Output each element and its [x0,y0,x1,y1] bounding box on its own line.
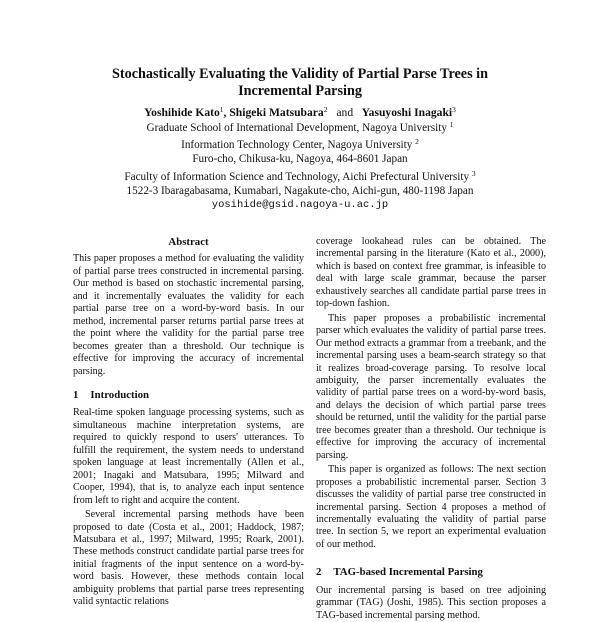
affiliation-line [40,152,560,166]
abstract-text: This paper proposes a method for evaluating the validity of partial parse trees constructed in incremental parsing. Our method is based on stochastic incremental parsing, and it incrementally evaluates the validity for each partial parse tree on a word-by-word basis. In our method, incremental parser returns partial parse trees at the point where the validity for the partial parse tree becomes greater than a threshold. Our technique is effective for improving the accuracy of incremental parsing. [73,253,304,377]
section-number: 1 [73,388,79,401]
author-affil-mark: 1 [219,105,224,114]
author-name: Yoshihide Kato [144,106,220,119]
body-paragraph: This paper is organized as follows: The next section proposes a probabilistic incremental parser. Section 3 discusses the validity of partial parse tree constructed in incremental parsing. Section 4 proposes a method of incrementally evaluating the validity of partial parse tree. In section 5, we report an experimental evaluation of our method. [316,464,546,550]
author-list: Yoshihide Kato$^1$, Shigeki Matsubara$^2$ and Yasuyoshi Inagaki$^3$ [144,105,456,119]
title-line-1: Stochastically Evaluating the Validity of Partial Parse Trees in [112,66,488,82]
affiliation-mark: 3 [471,168,476,178]
body-paragraph: This paper proposes a probabilistic incremental parser which evaluates the validity of partial parse trees. Our method extracts a grammar from a treebank, and the incremental parsing uses a beam-search strategy so that it realizes broad-coverage parsing. To resolve local ambiguity, the parser incrementally evaluates the validity of partial parse trees on a word-by-word basis, and delays the decision of which partial parse trees should be returned, until the validity for the partial parse tree becomes greater than a threshold. Our technique is effective for improving the accuracy of incremental parsing. [316,312,546,461]
affiliation-text: Information Technology Center, Nagoya University [181,139,413,152]
section-heading-introduction [73,389,304,401]
affiliation-line [40,167,560,184]
affiliation-line [40,135,560,152]
body-paragraph: Several incremental parsing methods have been proposed to date (Costa et al., 2001; Haddock, 1987; Matsubara et al., 1997; Milward, 1995; Roark, 2001). These methods construct candidate partial parse trees for initial fragments of the input sentence on a word-by-word basis. However, these methods contain local ambiguity problems that partial parse trees representing valid syntactic relations [73,509,304,608]
body-paragraph: coverage lookahead rules can be obtained. The incremental parsing in the literature (Kato et al., 2000), which is based on context free grammar, is infeasible to deal with large scale grammar, because the parser exhaustively searches all candidate partial parse trees in top-down fashion. [316,236,546,310]
affiliation-mark: 1 [449,120,454,129]
title-line-2: Incremental Parsing [238,83,362,99]
author-affil-mark: 3 [452,105,456,114]
affiliation-line [40,184,560,198]
right-column [316,236,546,622]
author-conjunction: and [336,106,354,119]
body-paragraph: Our incremental parsing is based on tree adjoining grammar (TAG) (Joshi, 1985). This section proposes a TAG-based incremental parsing method. [316,584,546,621]
affiliation-line [40,118,560,135]
section-title: TAG-based Incremental Parsing [333,566,483,579]
affiliation-text: Furo-cho, Chikusa-ku, Nagoya, 464-8601 Japan [192,153,408,166]
body-paragraph: Real-time spoken language processing systems, such as simultaneous machine interpretation systems, are required to quickly respond to users' utterances. To fulfill the requirement, the system needs to understand spoken language at least incrementally (Allen et al., 2001; Inagaki and Matsubara, 1995; Milward and Cooper, 1994), that is, to analyze each input sentence from left to right and acquire the content. [73,407,304,506]
section-heading-tag-parsing [316,566,546,578]
section-number: 2 [316,566,322,579]
affiliation-text: Graduate School of International Development, Nagoya University [146,122,447,134]
author-name: Shigeki Matsubara [229,106,324,119]
abstract-heading: Abstract [168,236,209,248]
author-name: Yasuyoshi Inagaki [361,106,453,119]
paper-title [60,66,540,100]
affiliation-text: Faculty of Information Science and Technology, Aichi Prefectural University [124,170,470,183]
left-column [73,236,304,609]
affiliation-text: 1522-3 Ibaragabasama, Kumabari, Nagakute-cho, Aichi-gun, 480-1198 Japan [126,184,474,197]
abstract-section [73,236,304,378]
author-affil-mark: 2 [323,105,328,114]
affiliation-mark: 2 [415,137,419,147]
affiliation-block [40,118,560,212]
author-email: yosihide@gsid.nagoya-u.ac.jp [211,199,389,212]
section-title: Introduction [90,388,150,401]
